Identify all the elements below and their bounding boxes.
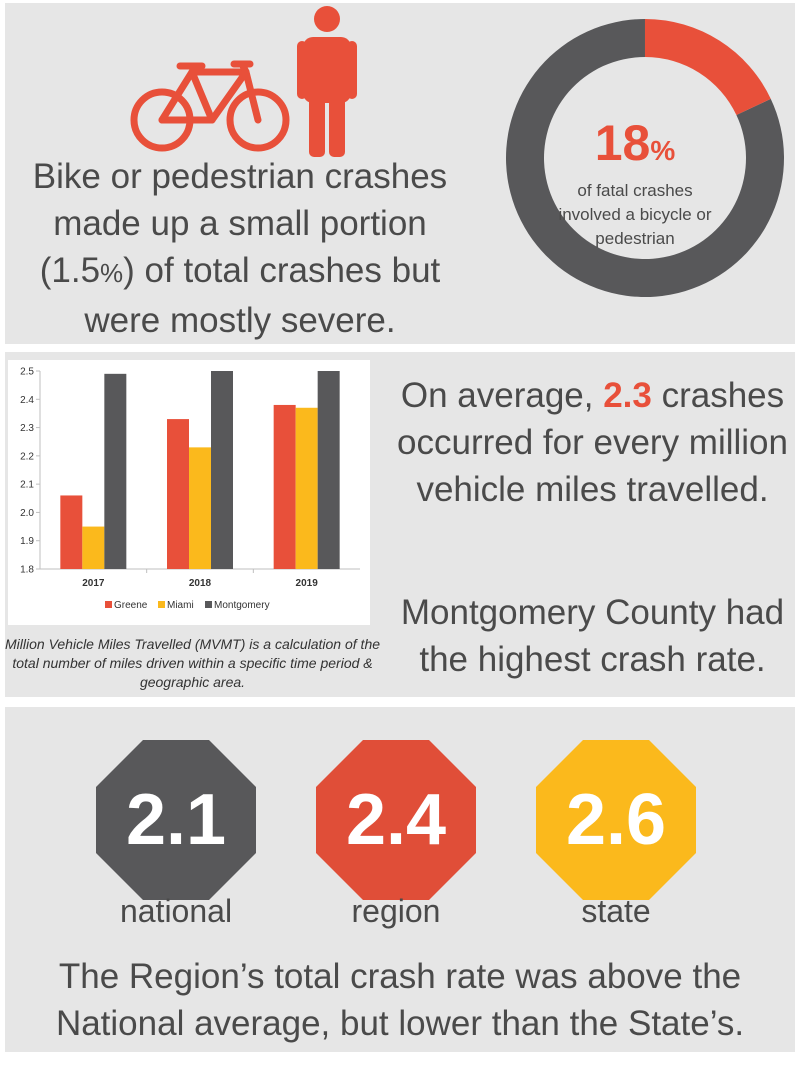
donut-percent-sign: % bbox=[650, 135, 676, 166]
y-tick-label: 1.9 bbox=[20, 536, 34, 548]
mvmt-caption: Million Vehicle Miles Travelled (MVMT) is a calculation of the total number of miles driven within a specific time period & geographic area. bbox=[5, 636, 381, 690]
region-summary-text: The Region’s total crash rate was above the National average, but lower than the State’s. bbox=[55, 957, 745, 1043]
crash-rate-bar-chart bbox=[8, 360, 370, 625]
legend-swatch-greene bbox=[105, 601, 112, 608]
legend-label-montgomery: Montgomery bbox=[214, 600, 270, 611]
legend-swatch-montgomery bbox=[205, 601, 212, 608]
highest-county-text: Montgomery County had the highest crash rate. bbox=[400, 593, 785, 679]
bar-miami-2019 bbox=[296, 408, 318, 569]
state-rate-value: 2.6 bbox=[565, 780, 667, 860]
y-tick-label: 2.4 bbox=[20, 394, 34, 406]
donut-highlight-segment bbox=[645, 19, 771, 115]
bar-greene-2017 bbox=[60, 495, 82, 569]
donut-value: 18 bbox=[594, 115, 651, 171]
bar-montgomery-2019 bbox=[318, 371, 340, 569]
bar-miami-2018 bbox=[189, 447, 211, 569]
bike-pedestrian-headline bbox=[20, 153, 460, 344]
bicycle-icon bbox=[130, 58, 292, 156]
national-rate-value: 2.1 bbox=[125, 780, 227, 860]
y-tick-label: 2.3 bbox=[20, 423, 34, 435]
national-label: national bbox=[119, 893, 233, 929]
average-text-after: crashes occurred for every million vehicle miles travelled. bbox=[397, 376, 788, 509]
bar-montgomery-2018 bbox=[211, 371, 233, 569]
average-highlight-value: 2.3 bbox=[603, 376, 652, 415]
headline-part2: ) of total crashes but were mostly severe. bbox=[84, 251, 441, 340]
y-tick-label: 1.8 bbox=[20, 564, 34, 576]
state-rate-octagon bbox=[536, 740, 696, 900]
region-label: region bbox=[351, 893, 441, 929]
x-tick-label: 2018 bbox=[188, 578, 212, 589]
y-tick-label: 2.1 bbox=[20, 479, 34, 491]
legend-swatch-miami bbox=[158, 601, 165, 608]
pedestrian-icon bbox=[297, 5, 357, 157]
x-tick-label: 2019 bbox=[295, 578, 318, 589]
y-tick-label: 2.0 bbox=[20, 507, 34, 519]
bar-greene-2019 bbox=[274, 405, 296, 569]
region-rate-octagon bbox=[316, 740, 476, 900]
headline-part1: Bike or pedestrian crashes made up a small portion (1.5 bbox=[32, 157, 448, 290]
legend-label-greene: Greene bbox=[114, 600, 148, 611]
average-text-before: On average, bbox=[400, 376, 604, 415]
state-label: state bbox=[581, 893, 651, 929]
y-tick-label: 2.2 bbox=[20, 451, 34, 463]
donut-label bbox=[535, 115, 735, 251]
y-tick-label: 2.5 bbox=[20, 366, 34, 378]
bar-montgomery-2017 bbox=[104, 374, 126, 569]
average-crash-rate-text bbox=[385, 372, 800, 513]
headline-percent-sign: % bbox=[100, 258, 124, 288]
donut-description: of fatal crashes involved a bicycle or pedestrian bbox=[558, 181, 712, 248]
donut-percent bbox=[535, 115, 735, 179]
bar-greene-2018 bbox=[167, 419, 189, 569]
legend-label-miami: Miami bbox=[167, 600, 194, 611]
region-rate-value: 2.4 bbox=[345, 780, 447, 860]
bar-miami-2017 bbox=[82, 527, 104, 569]
x-tick-label: 2017 bbox=[82, 578, 105, 589]
national-rate-octagon bbox=[96, 740, 256, 900]
